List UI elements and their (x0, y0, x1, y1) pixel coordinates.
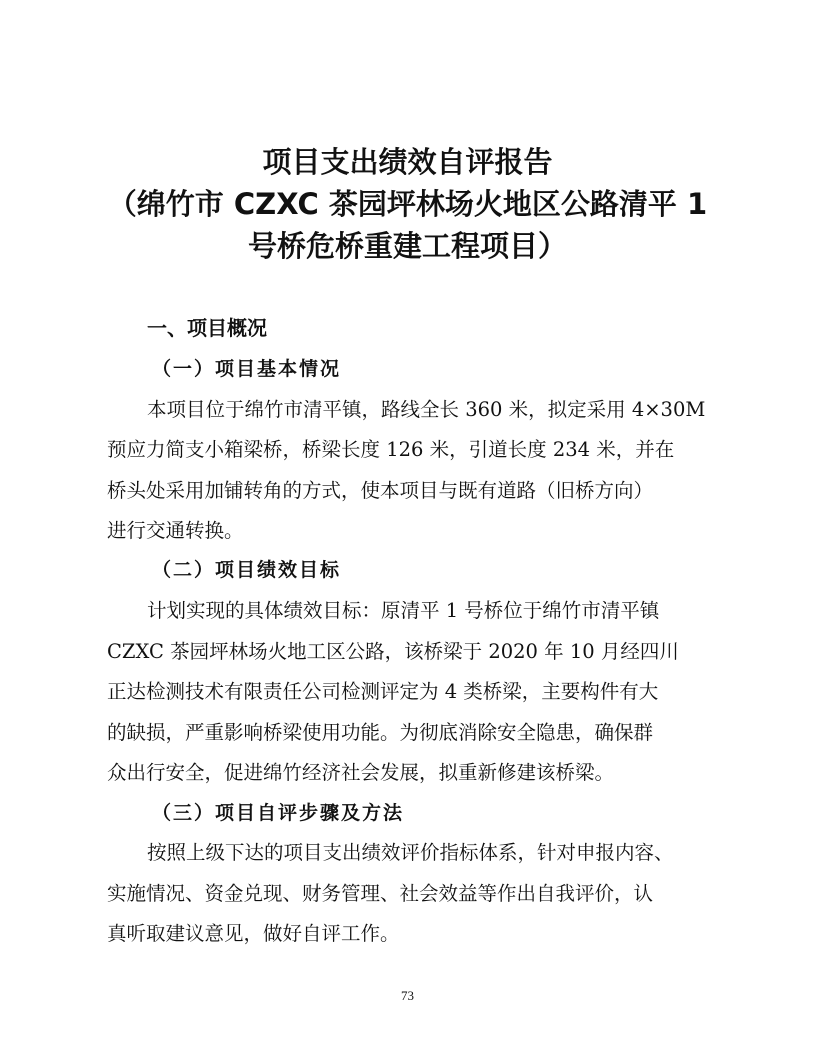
paragraph-line: 计划实现的具体绩效目标：原清平 1 号桥位于绵竹市清平镇 (147, 599, 660, 622)
paragraph-line: 预应力简支小箱梁桥，桥梁长度 126 米，引道长度 234 米，并在 (107, 438, 675, 461)
document-title-line-3: 号桥危桥重建工程项目） (247, 229, 567, 263)
paragraph-line: 真听取建议意见，做好自评工作。 (107, 922, 400, 945)
paragraph-line: CZXC 茶园坪林场火地工区公路，该桥梁于 2020 年 10 月经四川 (107, 640, 679, 663)
paragraph-line: 众出行安全，促进绵竹经济社会发展，拟重新修建该桥梁。 (107, 761, 615, 784)
paragraph-line: 实施情况、资金兑现、财务管理、社会效益等作出自我评价，认 (107, 882, 654, 905)
subsection-heading-performance-goals: （二）项目绩效目标 (152, 559, 342, 581)
paragraph-line: 的缺损，严重影响桥梁使用功能。为彻底消除安全隐患，确保群 (107, 721, 654, 744)
document-title-line-2: （绵竹市 CZXC 茶园坪林场火地区公路清平 1 (107, 187, 708, 221)
document-title-line-1: 项目支出绩效自评报告 (262, 145, 553, 179)
paragraph-line: 正达检测技术有限责任公司检测评定为 4 类桥梁，主要构件有大 (107, 680, 659, 703)
paragraph-line: 本项目位于绵竹市清平镇，路线全长 360 米，拟定采用 4×30M (147, 398, 706, 421)
section-heading-overview: 一、项目概况 (147, 316, 267, 340)
subsection-heading-basic-info: （一）项目基本情况 (152, 358, 342, 380)
subsection-heading-self-evaluation: （三）项目自评步骤及方法 (152, 802, 405, 824)
paragraph-line: 按照上级下达的项目支出绩效评价指标体系，针对申报内容、 (147, 841, 674, 864)
paragraph-line: 进行交通转换。 (107, 519, 244, 542)
paragraph-line: 桥头处采用加铺转角的方式，使本项目与既有道路（旧桥方向） (107, 479, 654, 502)
page-number: 73 (401, 988, 414, 1003)
